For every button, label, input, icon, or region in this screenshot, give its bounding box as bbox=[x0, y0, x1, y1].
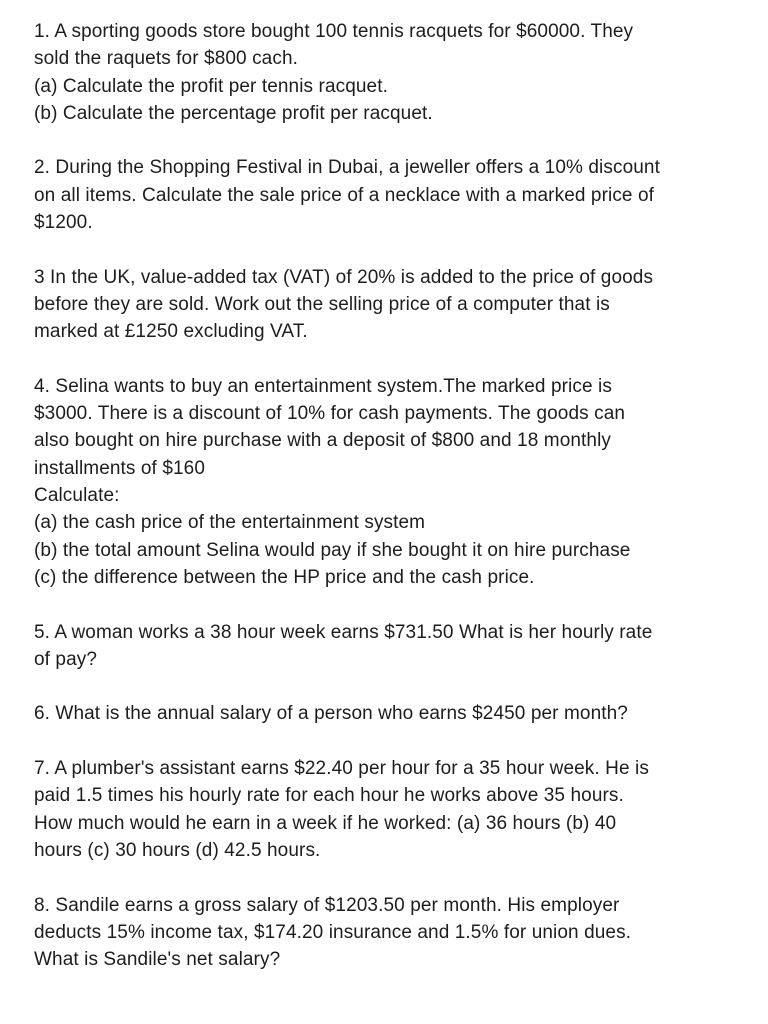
question-7-line-4: hours (c) 30 hours (d) 42.5 hours. bbox=[34, 839, 321, 861]
question-6-line-1: 6. What is the annual salary of a person who earns $2450 per month? bbox=[34, 703, 628, 725]
question-2-line-3: $1200. bbox=[34, 212, 93, 234]
question-4-line-4: installments of $160 bbox=[34, 457, 205, 479]
question-8 bbox=[34, 892, 734, 974]
question-4-part-a: (a) the cash price of the entertainment system bbox=[34, 512, 426, 534]
question-2-line-2: on all items. Calculate the sale price of a necklace with a marked price of bbox=[34, 184, 655, 206]
question-1-part-a: (a) Calculate the profit per tennis racquet. bbox=[34, 75, 388, 97]
question-8-line-2: deducts 15% income tax, $174.20 insurance and 1.5% for union dues. bbox=[34, 921, 632, 943]
question-4 bbox=[34, 373, 734, 591]
question-3-line-1: 3 In the UK, value-added tax (VAT) of 20% is added to the price of goods bbox=[34, 266, 654, 288]
question-7-line-3: How much would he earn in a week if he worked: (a) 36 hours (b) 40 bbox=[34, 812, 617, 834]
question-1 bbox=[34, 18, 734, 127]
worksheet bbox=[34, 18, 734, 1001]
question-4-line-2: $3000. There is a discount of 10% for cash payments. The goods can bbox=[34, 403, 626, 425]
question-5 bbox=[34, 619, 734, 674]
question-7 bbox=[34, 755, 734, 864]
question-5-line-1: 5. A woman works a 38 hour week earns $731.50 What is her hourly rate bbox=[34, 621, 653, 643]
question-4-calculate: Calculate: bbox=[34, 485, 120, 507]
question-8-line-3: What is Sandile's net salary? bbox=[34, 949, 281, 971]
question-1-line-1: 1. A sporting goods store bought 100 tennis racquets for $60000. They bbox=[34, 21, 634, 42]
question-1-line-2: sold the raquets for $800 cach. bbox=[34, 48, 298, 70]
question-8-line-1: 8. Sandile earns a gross salary of $1203.50 per month. His employer bbox=[34, 894, 620, 916]
question-7-line-1: 7. A plumber's assistant earns $22.40 per hour for a 35 hour week. He is bbox=[34, 758, 649, 780]
question-4-part-b: (b) the total amount Selina would pay if she bought it on hire purchase bbox=[34, 539, 631, 561]
question-5-line-2: of pay? bbox=[34, 648, 98, 670]
question-3 bbox=[34, 264, 734, 346]
question-4-part-c: (c) the difference between the HP price and the cash price. bbox=[34, 566, 535, 588]
question-7-line-2: paid 1.5 times his hourly rate for each hour he works above 35 hours. bbox=[34, 785, 624, 807]
question-2 bbox=[34, 154, 734, 236]
question-4-line-1: 4. Selina wants to buy an entertainment system.The marked price is bbox=[34, 375, 612, 397]
question-2-line-1: 2. During the Shopping Festival in Dubai, a jeweller offers a 10% discount bbox=[34, 157, 660, 179]
question-6 bbox=[34, 700, 734, 727]
question-1-part-b: (b) Calculate the percentage profit per racquet. bbox=[34, 102, 433, 124]
question-4-line-3: also bought on hire purchase with a deposit of $800 and 18 monthly bbox=[34, 430, 611, 452]
question-3-line-3: marked at £1250 excluding VAT. bbox=[34, 321, 308, 343]
question-3-line-2: before they are sold. Work out the selling price of a computer that is bbox=[34, 293, 610, 315]
